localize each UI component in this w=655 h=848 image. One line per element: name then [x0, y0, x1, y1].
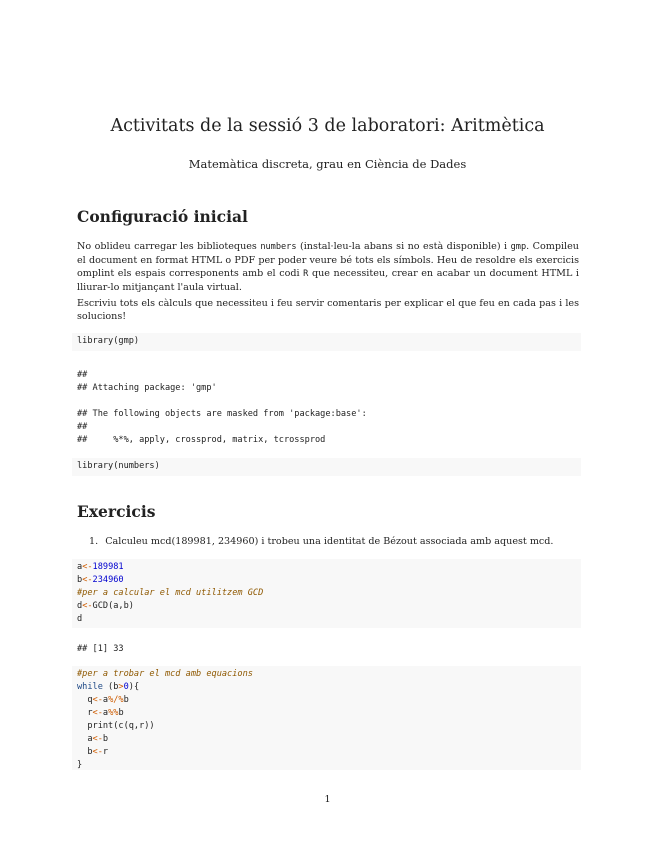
inline-code: numbers — [260, 242, 297, 252]
setup-paragraph-1: No oblideu carregar les biblioteques numbers (instal·leu-la abans si no està disponible) i gmp. Compileu el document en format HTML o PDF per poder veure bé tots els símbols. Heu de resoldre els exercicis omplint els espais corresponents amb el codi R que necessiteu, crear en acabar un document HTML i lliurar-lo mitjançant l'aula virtual. — [77, 241, 579, 293]
code-block: a<-189981 b<-234960 #per a calcular el mcd utilitzem GCD d<-GCD(a,b) d — [72, 559, 581, 628]
code-output: ## ## Attaching package: 'gmp' ## The following objects are masked from 'package:base': ## ## %*%, apply, crossprod, matrix, tcrossprod — [77, 370, 367, 445]
code-output: ## [1] 33 — [77, 644, 124, 654]
page-subtitle: Matemàtica discreta, grau en Ciència de Dades — [188, 157, 467, 171]
inline-code: gmp — [510, 242, 527, 252]
code-block: library(gmp) — [72, 333, 581, 351]
inline-code: R — [303, 269, 309, 279]
code-block: library(numbers) — [72, 458, 581, 476]
code-block: #per a trobar el mcd amb equacions while (b>0){ q<-a%/%b r<-a%%b print(c(q,r)) a<-b b<-r } — [72, 666, 581, 770]
section-heading-exercises: Exercicis — [77, 502, 156, 521]
section-heading-setup: Configuració inicial — [77, 207, 248, 226]
setup-paragraph-2: Escriviu tots els càlculs que necessiteu i feu servir comentaris per explicar el que feu en cada pas i les solucions! — [77, 298, 579, 322]
page-number: 1 — [324, 794, 331, 805]
exercise-item — [89, 536, 553, 547]
list-number: 1. — [89, 536, 99, 547]
exercise-text: Calculeu mcd(189981, 234960) i trobeu una identitat de Bézout associada amb aquest mcd. — [105, 536, 554, 547]
page-title: Activitats de la sessió 3 de laboratori: Aritmètica — [110, 116, 545, 136]
